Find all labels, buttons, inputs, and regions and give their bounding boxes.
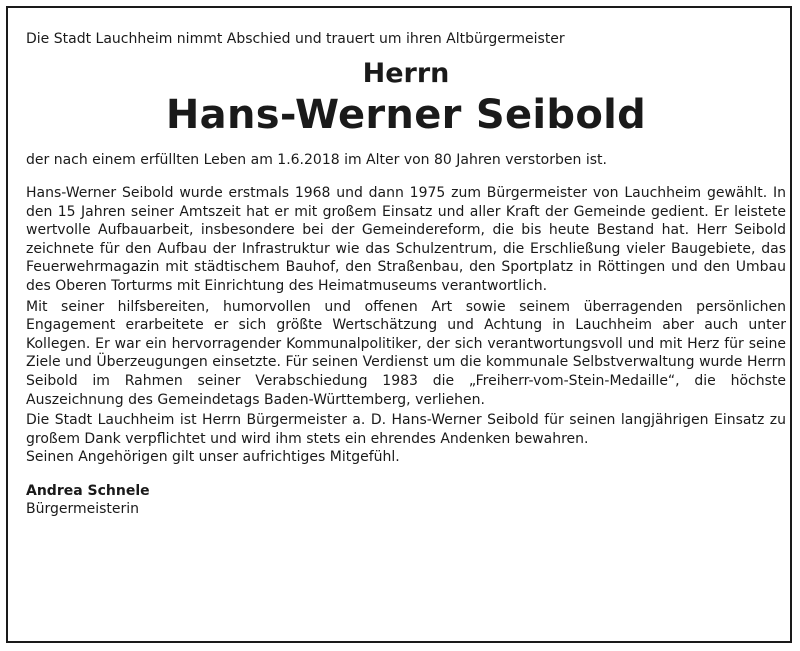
paragraph-character: Mit seiner hilfsbereiten, humorvollen und offenen Art sowie seinem überragenden persönlichen Engagement erarbeitete er sich größte Wertschätzung und Achtung in Lauchheim aber auch unter Kollegen. Er war ein hervorragender Kommunalpolitiker, der sich verantwortungsvoll und mit Herz für seine Ziele und Überzeugungen einsetzte. Für seinen Verdienst um die kommunale Selbstverwaltung wurde Herrn Seibold im Rahmen seiner Verabschiedung 1983 die „Freiherr-vom-Stein-Medaille“, die höchste Auszeichnung des Gemeindetags Baden-Württemberg, verliehen. bbox=[26, 298, 786, 408]
paragraph-gratitude: Die Stadt Lauchheim ist Herrn Bürgermeister a. D. Hans-Werner Seibold für seinen langjährigen Einsatz zu großem Dank verpflichtet und wird ihm stets ein ehrendes Andenken bewahren. bbox=[26, 412, 786, 447]
lead-line: der nach einem erfüllten Leben am 1.6.2018 im Alter von 80 Jahren verstorben ist. bbox=[26, 152, 607, 168]
intro-line: Die Stadt Lauchheim nimmt Abschied und trauert um ihren Altbürgermeister bbox=[26, 31, 565, 47]
signature-title: Bürgermeisterin bbox=[26, 500, 140, 517]
salutation: Herrn bbox=[362, 58, 450, 89]
signature-name: Andrea Schnele bbox=[26, 482, 150, 499]
paragraph-career: Hans-Werner Seibold wurde erstmals 1968 und dann 1975 zum Bürgermeister von Lauchheim gewählt. In den 15 Jahren seiner Amtszeit hat er mit großem Einsatz und aller Kraft der Gemeinde gedient. Er leistete wertvolle Aufbauarbeit, insbesondere bei der Gemeindereform, die bis heute Bestand hat. Herr Seibold zeichnete für den Aufbau der Infrastruktur wie das Schulzentrum, die Erschließung vieler Baugebiete, das Feuerwehrmagazin mit städtischem Bauhof, den Straßenbau, den Sportplatz in Röttingen und den Umbau des Oberen Torturms mit Einrichtung des Heimatmuseums verantwortlich. bbox=[26, 185, 786, 294]
deceased-name: Hans-Werner Seibold bbox=[165, 92, 647, 138]
obituary-content bbox=[26, 30, 786, 518]
paragraph-condolence: Seinen Angehörigen gilt unser aufrichtiges Mitgefühl. bbox=[26, 449, 400, 466]
obituary-frame bbox=[6, 6, 792, 643]
